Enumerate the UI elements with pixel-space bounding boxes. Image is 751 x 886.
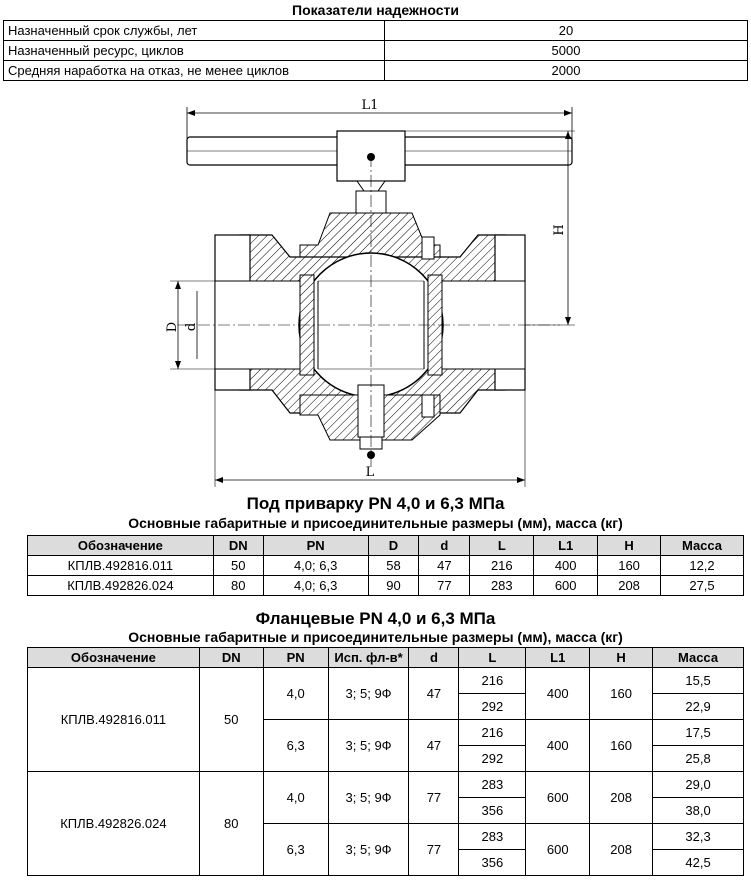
table-header: L [470,536,534,556]
table-cell: 80 [199,772,263,876]
table-cell: 77 [409,772,459,824]
table-cell: 283 [459,772,526,798]
table-cell: 12,2 [661,556,744,576]
table-cell: 25,8 [653,746,744,772]
table-row [28,668,744,694]
label-h: H [552,224,567,236]
table-header: Обозначение [28,648,200,668]
table-header: Масса [661,536,744,556]
table-cell: 2000 [385,61,748,81]
table-cell: 77 [419,576,470,596]
table-header: H [598,536,661,556]
table-cell: 160 [590,668,653,720]
table-cell: 50 [213,556,263,576]
flange-table [27,647,744,876]
table-cell: 58 [368,556,419,576]
table-cell: 400 [526,668,590,720]
table-cell: 90 [368,576,419,596]
table-header: D [368,536,419,556]
flange-title: Фланцевые PN 4,0 и 6,3 МПа [255,609,496,628]
table-header: Масса [653,648,744,668]
table-cell: 42,5 [653,850,744,876]
weld-title: Под приварку PN 4,0 и 6,3 МПа [246,494,505,513]
table-cell: Назначенный срок службы, лет [4,21,385,41]
table-cell: 216 [459,720,526,746]
table-cell: 356 [459,798,526,824]
table-cell: 77 [409,824,459,876]
table-header: d [419,536,470,556]
table-cell: 3; 5; 9Ф [328,824,409,876]
table-cell: 4,0; 6,3 [263,556,368,576]
table-cell: 4,0 [263,668,328,720]
table-cell: 600 [534,576,598,596]
table-cell: 292 [459,694,526,720]
table-cell: 29,0 [653,772,744,798]
table-header: L1 [526,648,590,668]
flange-subtitle: Основные габаритные и присоединительные размеры (мм), масса (кг) [128,629,623,645]
table-cell: 27,5 [661,576,744,596]
table-cell: 400 [526,720,590,772]
table-cell: 160 [598,556,661,576]
label-D: D [165,321,180,333]
table-header: d [409,648,459,668]
table-cell: 4,0 [263,772,328,824]
table-cell: 292 [459,746,526,772]
table-header: PN [263,648,328,668]
table-cell: 20 [385,21,748,41]
table-cell: 208 [590,772,653,824]
label-d: d [184,322,199,332]
table-cell: 15,5 [653,668,744,694]
table-cell: 283 [470,576,534,596]
table-header-row [28,648,744,668]
table-cell: 22,9 [653,694,744,720]
table-cell: 3; 5; 9Ф [328,668,409,720]
table-row [4,21,748,41]
table-cell: 600 [526,772,590,824]
table-row [4,61,748,81]
reliability-table [3,20,748,81]
reliability-title: Показатели надежности [292,2,459,18]
table-cell: 17,5 [653,720,744,746]
table-cell: 283 [459,824,526,850]
weld-subtitle: Основные габаритные и присоединительные размеры (мм), масса (кг) [128,515,623,531]
table-cell: 216 [470,556,534,576]
table-cell: 47 [419,556,470,576]
table-header: L [459,648,526,668]
table-header: L1 [534,536,598,556]
weld-table [27,535,744,596]
table-cell: 160 [590,720,653,772]
table-header: DN [213,536,263,556]
table-cell: 50 [199,668,263,772]
handle [187,131,572,191]
label-l1: L1 [361,98,379,113]
table-cell: 216 [459,668,526,694]
table-cell: 3; 5; 9Ф [328,772,409,824]
table-cell: 6,3 [263,720,328,772]
table-cell: 400 [534,556,598,576]
table-cell: КПЛВ.492826.024 [28,576,214,596]
table-cell: 47 [409,668,459,720]
table-cell: 3; 5; 9Ф [328,720,409,772]
table-header: Обозначение [28,536,214,556]
table-row [28,772,744,798]
table-cell: 38,0 [653,798,744,824]
table-row [4,41,748,61]
table-row [28,556,744,576]
table-cell: 4,0; 6,3 [263,576,368,596]
table-header: DN [199,648,263,668]
table-cell: 600 [526,824,590,876]
table-cell: КПЛВ.492816.011 [28,668,200,772]
valve-drawing [0,95,751,490]
table-cell: 356 [459,850,526,876]
table-cell: 6,3 [263,824,328,876]
table-row [28,576,744,596]
table-cell: КПЛВ.492816.011 [28,556,214,576]
table-cell: КПЛВ.492826.024 [28,772,200,876]
table-header: Исп. фл-в* [328,648,409,668]
table-cell: 208 [598,576,661,596]
table-cell: 208 [590,824,653,876]
table-header: H [590,648,653,668]
table-cell: 80 [213,576,263,596]
table-cell: 32,3 [653,824,744,850]
table-cell: Назначенный ресурс, циклов [4,41,385,61]
table-cell: Средняя наработка на отказ, не менее циклов [4,61,385,81]
table-header-row [28,536,744,556]
table-cell: 5000 [385,41,748,61]
valve-body [215,213,525,459]
label-l: L [365,465,375,480]
table-header: PN [263,536,368,556]
table-cell: 47 [409,720,459,772]
